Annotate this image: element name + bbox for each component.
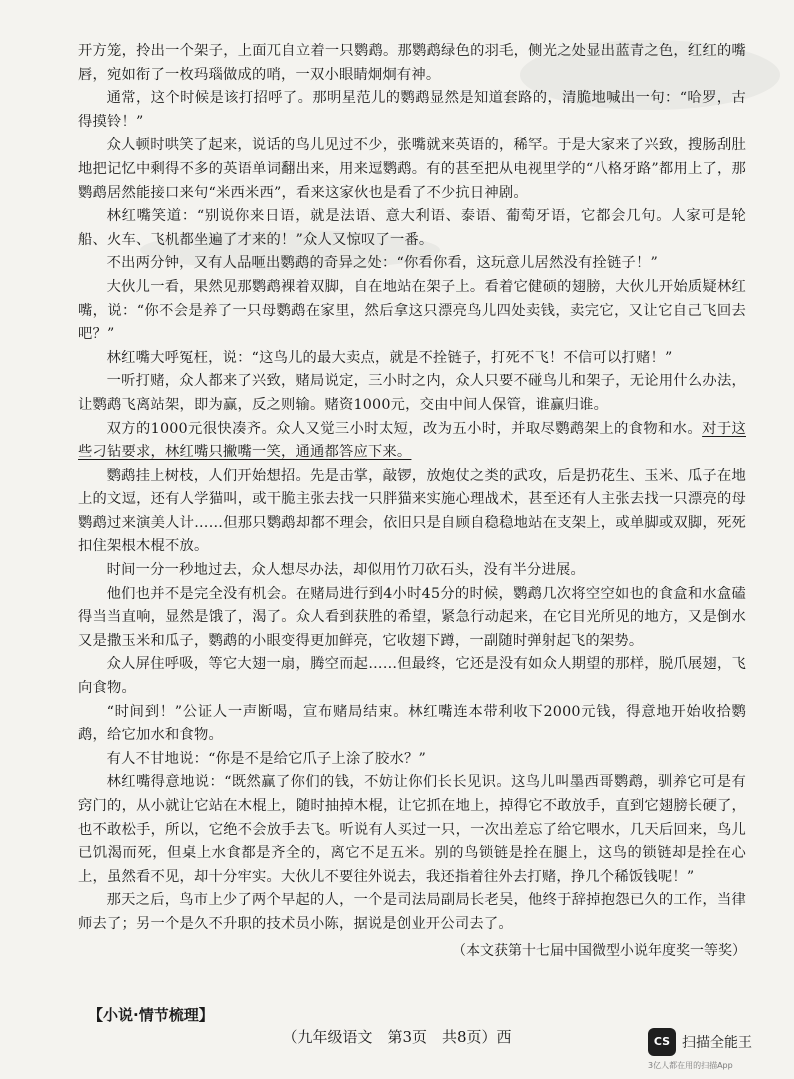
paragraph: 不出两分钟，又有人品咂出鹦鹉的奇异之处：“你看你看，这玩意儿居然没有拴链子！”	[106, 255, 658, 272]
paragraph: 一听打赌，众人都来了兴致，赌局说定，三小时之内，众人只要不碰鸟儿和架子，无论用什么办法，让鹦鹉飞离站架，即为赢，反之则输。赌资1000元，交由中间人保管，谁赢归谁。	[78, 373, 746, 413]
paragraph: 时间一分一秒地过去，众人想尽办法，却似用竹刀砍石头，没有半分进展。	[106, 562, 585, 579]
scanner-app-name: 扫描全能王	[682, 1035, 752, 1051]
paragraph: 有人不甘地说：“你是不是给它爪子上涂了胶水？”	[106, 750, 427, 767]
paragraph	[78, 418, 746, 465]
paragraph: 众人屏住呼吸，等它大翅一扇，腾空而起……但最终，它还是没有如众人期望的那样，脱爪展翅，飞向食物。	[78, 656, 746, 697]
story-text	[78, 40, 746, 963]
paragraph: “时间到！”公证人一声断喝，宣布赌局结束。林红嘴连本带利收下2000元钱，得意地开始收拾鹦鹉，给它加水和食物。	[78, 703, 746, 744]
paragraph: 那天之后，鸟市上少了两个早起的人，一个是司法局副局长老吴，他终于辞掉抱怨已久的工作，当律师去了；另一个是久不升职的技术员小陈，据说是创业开公司去了。	[78, 892, 746, 932]
award-credit: （本文获第十七届中国微型小说年度奖一等奖）	[452, 942, 746, 959]
paragraph: 他们也并不是完全没有机会。在赌局进行到4小时45分的时候，鹦鹉几次将空空如也的食盒和水盒磕得当当直响，显然是饿了，渴了。众人看到获胜的希望，紧急行动起来，在它目光所见的地方，又是倒水又是撒玉米和瓜子，鹦鹉的小眼变得更加鲜亮，它收翅下蹲，一副随时弹射起飞的架势。	[78, 585, 746, 649]
paragraph: 林红嘴得意地说：“既然赢了你们的钱，不妨让你们长长见识。这鸟儿叫墨西哥鹦鹉，驯养它可是有窍门的，从小就让它站在木棍上，随时抽掉木棍，让它抓在地上，掉得它不敢放手，直到它翅膀长硬了，也不敢松手，所以，它绝不会放手去飞。听说有人买过一只，一次出差忘了给它喂水，几天后回来，鸟儿已饥渴而死，但桌上水食都是齐全的，离它不足五米。别的鸟锁链是拴在腿上，这鸟的锁链却是拴在心上，虽然看不见，却十分牢实。大伙儿不要往外说去，我还指着往外去打赌，挣几个稀饭钱呢！”	[78, 774, 746, 885]
paragraph: 开方笼，拎出一个架子，上面兀自立着一只鹦鹉。那鹦鹉绿色的羽毛，侧光之处显出蓝青之色，红红的嘴唇，宛如衔了一枚玛瑙做成的哨，一双小眼睛炯炯有神。	[78, 43, 746, 83]
paragraph: 鹦鹉挂上树枝，人们开始想招。先是击掌，敲锣，放炮仗之类的武攻，后是扔花生、玉米、瓜子在地上的文逗，还有人学猫叫，或干脆主张去找一只胖猫来实施心理战术，甚至还有人主张去找一只漂亮的母鹦鹉过来演美人计……但那只鹦鹉却都不理会，依旧只是自顾自稳稳地站在支架上，或单脚或双脚，死死扣住架根木棍不放。	[78, 467, 746, 555]
paragraph: 林红嘴大呼冤枉，说：“这鸟儿的最大卖点，就是不拴链子，打死不飞！不信可以打赌！”	[106, 349, 673, 366]
underlined-sentence: 对于这些刁钻要求，林红嘴只撇嘴一笑，通通都答应下来。	[78, 420, 746, 461]
paragraph-text: 双方的1000元很快凑齐。众人又觉三小时太短，改为五小时，并取尽鹦鹉架上的食物和水。	[106, 420, 703, 437]
paragraph: 大伙儿一看，果然见那鹦鹉裸着双脚，自在地站在架子上。看着它健硕的翅膀，大伙儿开始质疑林红嘴，说：“你不会是养了一只母鹦鹉在家里，然后拿这只漂亮鸟儿四处卖钱，卖完它，又让它自己飞回去吧？”	[78, 278, 746, 343]
paragraph: 林红嘴笑道：“别说你来日语，就是法语、意大利语、泰语、葡萄牙语，它都会几句。人家可是轮船、火车、飞机都坐遍了才来的！”众人又惊叹了一番。	[78, 208, 746, 248]
section-heading: 【小说·情节梳理】	[88, 1006, 214, 1024]
scanner-tagline: 3亿人都在用的扫描App	[648, 1061, 733, 1070]
paragraph: 众人顿时哄笑了起来，说话的鸟儿见过不少，张嘴就来英语的，稀罕。于是大家来了兴致，搜肠刮肚地把记忆中剩得不多的英语单词翻出来，用来逗鹦鹉。有的甚至把从电视里学的“八格牙路”都用上了，那鹦鹉居然能接口来句“米西米西”，看来这家伙也是看了不少抗日神剧。	[78, 137, 746, 201]
page-footer: （九年级语文 第3页 共8页）西	[282, 1028, 512, 1046]
camscanner-logo-icon: CS	[648, 1028, 676, 1056]
paragraph: 通常，这个时候是该打招呼了。那明星范儿的鹦鹉显然是知道套路的，清脆地喊出一句：“哈罗，古得摸铃！”	[78, 90, 746, 130]
scanner-watermark	[648, 1028, 794, 1072]
